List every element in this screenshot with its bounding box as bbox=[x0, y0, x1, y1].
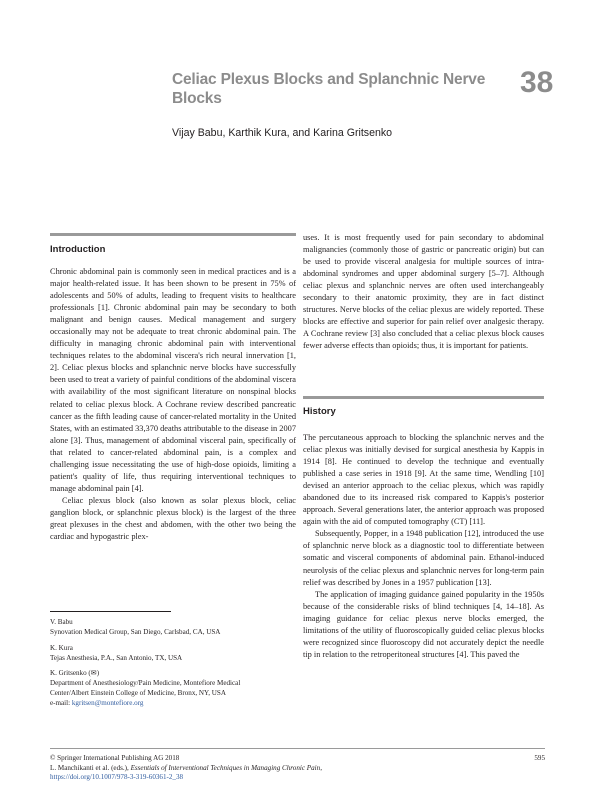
affiliation-3-org-line-1: Department of Anesthesiology/Pain Medicine, Montefiore Medical bbox=[50, 679, 241, 687]
history-paragraph-1: The percutaneous approach to blocking the splanchnic nerves and the celiac plexus was initially devised for surgical anesthesia by Kappis in 1914 [8]. He continued to develop the technique and eventually published a case series in 1918 [9]. At the same time, Wendling [10] devised an anterior approach to the celiac plexus, which was rapidly abandoned due to its increased risk compared to Kappis's posterior approach. Several generations later, the anterior approach was proposed again with the aid of computed tomography (CT) [11]. bbox=[303, 433, 544, 527]
right-text-column bbox=[303, 232, 544, 352]
history-paragraph-3: The application of imaging guidance gained popularity in the 1950s because of the considerable risks of blind techniques [4, 14–18]. As imaging guidance for celiac plexus nerve blocks emerged, the limitations of the utility of fluoroscopically guided celiac plexus blocks were recognized since fluoroscopy did not accurately depict the needle tip in relation to the retroperitoneal structures [4]. This paved the bbox=[303, 589, 544, 659]
affiliation-1 bbox=[50, 617, 300, 637]
history-heading-bar bbox=[303, 396, 544, 399]
left-text-column bbox=[50, 266, 296, 543]
chapter-authors: Vijay Babu, Karthik Kura, and Karina Gritsenko bbox=[172, 127, 393, 139]
history-text-column bbox=[303, 432, 544, 661]
affiliation-2-name: K. Kura bbox=[50, 644, 73, 652]
intro-paragraph-1: Chronic abdominal pain is commonly seen in medical practices and is a major health-related issue. It has been shown to be present in 75% of adolescents and 50% of adults, leading to frequent visits to healthcare professionals [1]. Chronic abdominal pain may be secondary to both malignant and benign causes. Medical management and surgery occasionally may not be adequate to treat chronic abdominal pain. The difficulty in managing chronic abdominal pain with interventional techniques relates to the abdominal viscera's rich neural innervation [1, 2]. Celiac plexus blocks and splanchnic nerve blocks have successfully been used to treat a variety of painful conditions of the abdominal viscera with availability of the most significant literature on nonspinal blocks related to celiac plexus block. A Cochrane review described pancreatic cancer as the fifth leading cause of cancer-related mortality in the United States, with an estimated 33,370 deaths attributable to the disease in 2007 alone [3]. Thus, management of abdominal visceral pain, specifically of that related to cancer-related abdominal pain, is a complex and challenging issue necessitating the use of high-dose opioids, limiting a patient's quality of life, thus requiring interventional techniques to manage abdominal pain [4]. bbox=[50, 267, 296, 493]
citation-suffix: , bbox=[320, 763, 322, 772]
footer-rule bbox=[50, 748, 545, 749]
history-paragraph-2: Subsequently, Popper, in a 1948 publication [12], introduced the use of splanchnic nerve block as a diagnostic tool to differentiate between somatic and visceral components of abdominal pain. Ethanol-induced neurolysis of the celiac plexus and splanchnic nerves for long-term pain relief was described by Jones in a 1957 publication [13]. bbox=[303, 529, 544, 587]
affiliation-3-email-line bbox=[50, 698, 300, 708]
affiliation-2-org: Tejas Anesthesia, P.A., San Antonio, TX, USA bbox=[50, 654, 183, 662]
affiliation-1-name: V. Babu bbox=[50, 618, 73, 626]
book-title: Essentials of Interventional Techniques in Managing Chronic Pain bbox=[130, 763, 321, 772]
chapter-title: Celiac Plexus Blocks and Splanchnic Nerve Blocks bbox=[172, 71, 486, 107]
introduction-heading: Introduction bbox=[50, 244, 106, 255]
affiliation-1-org: Synovation Medical Group, San Diego, Carlsbad, CA, USA bbox=[50, 628, 221, 636]
affiliation-3-org-line-2: Center/Albert Einstein College of Medicine, Bronx, NY, USA bbox=[50, 689, 227, 697]
citation-line bbox=[50, 764, 545, 774]
page-number: 595 bbox=[534, 754, 545, 762]
chapter-number: 38 bbox=[520, 66, 554, 99]
history-heading: History bbox=[303, 406, 336, 417]
affiliation-3 bbox=[50, 668, 300, 708]
introduction-heading-bar bbox=[50, 233, 296, 236]
affiliation-3-name: K. Gritsenko (✉) bbox=[50, 669, 100, 677]
intro-paragraph-3: uses. It is most frequently used for pain secondary to abdominal malignancies (commonly those of gastric or pancreatic origin) but can be used to provide visceral analgesia for multiple sources of intra-abdominal syndromes and upper abdominal surgery [5–7]. Although celiac plexus and splanchnic nerves are often used interchangeably secondary to their anatomic proximity, they are in fact distinct structures. Nerve blocks of the celiac plexus are widely reported. These blocks are effective and superior for pain relief over analgesic therapy. A Cochrane review [3] also concluded that a celiac plexus block causes fewer adverse effects than opioids; thus, it is important for patients. bbox=[303, 233, 544, 351]
email-link[interactable]: kgritsen@montefiore.org bbox=[71, 699, 144, 707]
footnote-rule bbox=[50, 611, 171, 612]
doi-link[interactable]: https://doi.org/10.1007/978-3-319-60361-2_38 bbox=[50, 773, 184, 781]
citation-prefix: L. Manchikanti et al. (eds.), bbox=[50, 763, 131, 772]
affiliation-2 bbox=[50, 643, 300, 663]
intro-paragraph-2: Celiac plexus block (also known as solar plexus block, celiac ganglion block, or splanchnic plexus block) is the largest of the three great plexuses in the chest and abdomen, with the other two being the cardiac and hypogastric plex- bbox=[50, 495, 296, 542]
copyright-line: © Springer International Publishing AG 2018 bbox=[50, 754, 180, 762]
email-label: e-mail: bbox=[50, 699, 72, 707]
page-footer bbox=[50, 754, 545, 783]
